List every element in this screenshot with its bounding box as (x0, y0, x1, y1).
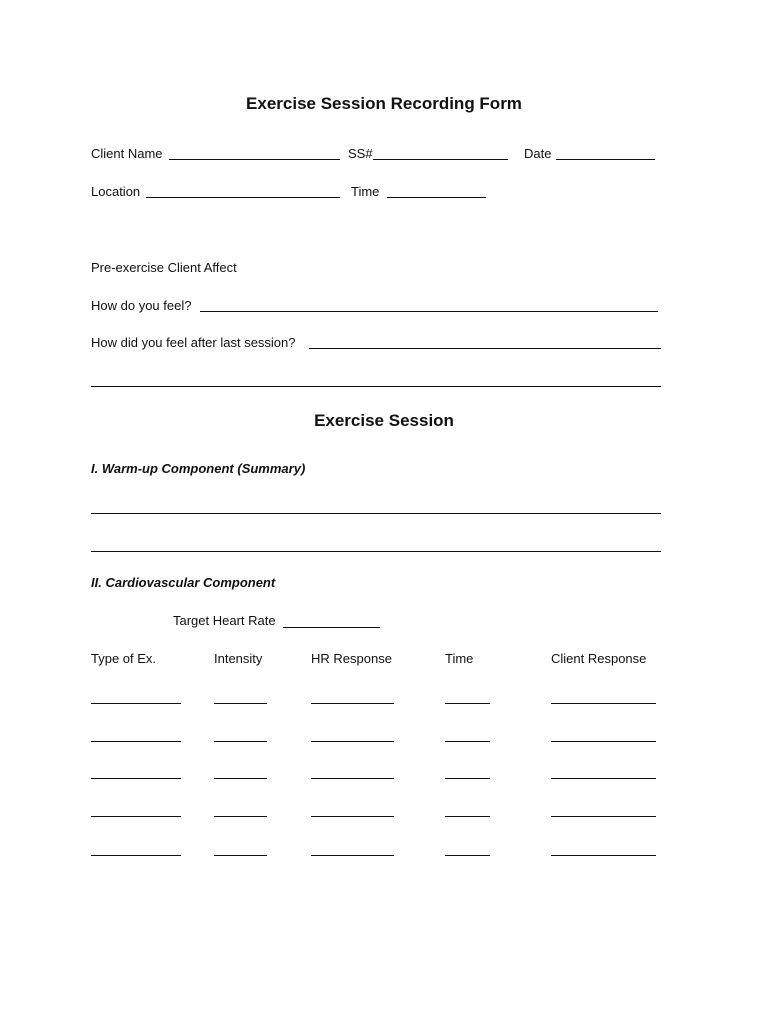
form-title: Exercise Session Recording Form (246, 94, 522, 113)
row-2-intensity-field[interactable] (214, 741, 267, 742)
row-2-client-response-field[interactable] (551, 741, 656, 742)
warmup-summary-line-1[interactable] (91, 513, 661, 514)
target-hr-field[interactable] (283, 627, 380, 628)
row-5-client-response-field[interactable] (551, 855, 656, 856)
row-4-time-field[interactable] (445, 816, 490, 817)
row-1-time-field[interactable] (445, 703, 490, 704)
time-field[interactable] (387, 197, 486, 198)
target-hr-label: Target Heart Rate (173, 613, 276, 628)
row-3-hr-response-field[interactable] (311, 778, 394, 779)
row-2-hr-response-field[interactable] (311, 741, 394, 742)
row-3-intensity-field[interactable] (214, 778, 267, 779)
row-4-type-field[interactable] (91, 816, 181, 817)
row-3-type-field[interactable] (91, 778, 181, 779)
row-3-time-field[interactable] (445, 778, 490, 779)
col-header-client-response: Client Response (551, 651, 647, 666)
last-session-label: How did you feel after last session? (91, 335, 296, 350)
row-5-time-field[interactable] (445, 855, 490, 856)
client-name-field[interactable] (169, 159, 340, 160)
last-session-field[interactable] (309, 348, 661, 349)
row-5-type-field[interactable] (91, 855, 181, 856)
client-name-label: Client Name (91, 146, 163, 161)
time-label: Time (351, 184, 380, 199)
pre-exercise-heading: Pre-exercise Client Affect (91, 260, 237, 275)
col-header-time: Time (445, 651, 474, 666)
ss-label: SS# (348, 146, 373, 161)
row-2-time-field[interactable] (445, 741, 490, 742)
date-label: Date (524, 146, 552, 161)
row-4-hr-response-field[interactable] (311, 816, 394, 817)
location-label: Location (91, 184, 141, 199)
how-feel-label: How do you feel? (91, 298, 192, 313)
row-4-client-response-field[interactable] (551, 816, 656, 817)
row-4-intensity-field[interactable] (214, 816, 267, 817)
date-field[interactable] (556, 159, 655, 160)
ss-field[interactable] (373, 159, 508, 160)
cardio-heading: II. Cardiovascular Component (91, 575, 276, 590)
row-1-intensity-field[interactable] (214, 703, 267, 704)
location-field[interactable] (146, 197, 340, 198)
row-1-client-response-field[interactable] (551, 703, 656, 704)
col-header-hr-response: HR Response (311, 651, 392, 666)
session-title: Exercise Session (314, 411, 454, 430)
row-1-hr-response-field[interactable] (311, 703, 394, 704)
row-3-client-response-field[interactable] (551, 778, 656, 779)
warmup-summary-line-2[interactable] (91, 551, 661, 552)
warmup-heading: I. Warm-up Component (Summary) (91, 461, 306, 476)
row-5-intensity-field[interactable] (214, 855, 267, 856)
row-1-type-field[interactable] (91, 703, 181, 704)
how-feel-field[interactable] (200, 311, 658, 312)
row-2-type-field[interactable] (91, 741, 181, 742)
last-session-field-continued[interactable] (91, 386, 661, 387)
col-header-type: Type of Ex. (91, 651, 157, 666)
col-header-intensity: Intensity (214, 651, 263, 666)
row-5-hr-response-field[interactable] (311, 855, 394, 856)
